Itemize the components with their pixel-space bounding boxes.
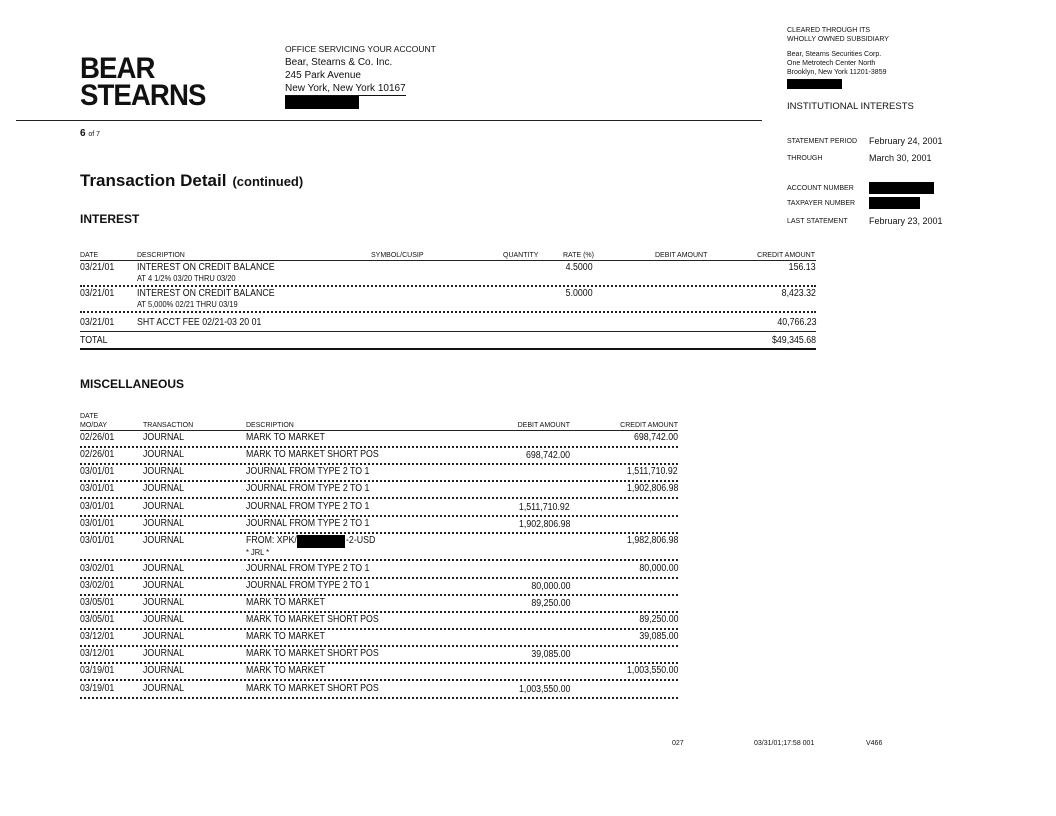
clearing-line-1: CLEARED THROUGH ITS [787, 27, 871, 34]
interest-header-date: DATE [80, 252, 99, 259]
footer-timestamp: 03/31/01;17:58 001 [754, 740, 815, 747]
misc-date: 03/01/01 [80, 518, 115, 529]
misc-description: JOURNAL FROM TYPE 2 TO 1 [246, 518, 370, 529]
misc-credit: 1,902,806.98 [626, 483, 678, 494]
interest-row-divider [80, 285, 816, 287]
misc-date: 03/19/01 [80, 665, 115, 676]
interest-heading: INTEREST [80, 212, 140, 226]
misc-row-divider [80, 559, 678, 561]
bear-stearns-logo [80, 52, 206, 112]
misc-date: 03/01/01 [80, 535, 115, 546]
institutional-label: INSTITUTIONAL INTERESTS [787, 101, 914, 112]
misc-row-divider [80, 628, 678, 630]
misc-row-divider [80, 679, 678, 681]
misc-credit: 1,511,710.92 [627, 466, 678, 477]
misc-transaction: JOURNAL [143, 535, 185, 546]
misc-date: 03/19/01 [80, 683, 115, 694]
misc-date: 03/02/01 [80, 580, 115, 591]
misc-date: 03/02/01 [80, 563, 115, 574]
page-number [80, 128, 100, 139]
misc-date: 03/12/01 [80, 648, 115, 659]
logo-line-1: BEAR [80, 52, 155, 85]
footer-code: 027 [672, 740, 684, 747]
misc-debit: 1,003,550.00 [518, 684, 570, 695]
misc-credit: 80,000.00 [638, 563, 678, 574]
statement-period-label: STATEMENT PERIOD [787, 138, 858, 145]
clearing-city: Brooklyn, New York 11201-3859 [787, 69, 887, 76]
clearing-info [787, 26, 889, 92]
interest-header-symbol: SYMBOL/CUSIP [371, 252, 424, 259]
page-title [80, 171, 303, 191]
misc-row-divider [80, 577, 678, 579]
redacted-block [285, 96, 359, 109]
misc-date: 02/26/01 [80, 449, 115, 460]
misc-transaction: JOURNAL [143, 683, 185, 694]
misc-row-divider [80, 463, 678, 465]
through-value: March 30, 2001 [869, 153, 932, 163]
misc-row-divider [80, 515, 678, 517]
misc-credit: 1,003,550.00 [626, 665, 678, 676]
office-street: 245 Park Avenue [285, 70, 361, 81]
misc-debit: 80,000.00 [530, 581, 570, 592]
misc-credit: 698,742.00 [633, 432, 678, 443]
redacted-block [787, 79, 842, 89]
last-statement-label: LAST STATEMENT [787, 218, 848, 225]
misc-description-tail: -2-USD [346, 535, 376, 546]
interest-description: INTEREST ON CREDIT BALANCE [137, 288, 275, 299]
interest-description: SHT ACCT FEE 02/21-03 20 01 [137, 317, 262, 328]
misc-debit: 89,250.00 [530, 598, 570, 609]
misc-description: JOURNAL FROM TYPE 2 TO 1 [246, 466, 370, 477]
misc-description: MARK TO MARKET [246, 631, 325, 642]
footer-version: V466 [866, 740, 883, 747]
redacted-block [297, 535, 345, 548]
clearing-line-2: WHOLLY OWNED SUBSIDIARY [787, 36, 889, 43]
interest-description-detail: AT 5,000% 02/21 THRU 03/19 [137, 299, 238, 309]
misc-transaction: JOURNAL [143, 483, 185, 494]
taxpayer-number-label: TAXPAYER NUMBER [787, 200, 856, 207]
interest-header-rate: RATE (%) [563, 252, 594, 259]
misc-header-debit: DEBIT AMOUNT [517, 422, 570, 429]
clearing-street: One Metrotech Center North [787, 60, 876, 67]
office-name: Bear, Stearns & Co. Inc. [285, 57, 393, 68]
misc-description: MARK TO MARKET [246, 665, 325, 676]
interest-credit: 40,766.23 [776, 317, 816, 328]
interest-row-divider [80, 331, 816, 332]
misc-description: MARK TO MARKET SHORT POS [246, 683, 379, 694]
account-number-label: ACCOUNT NUMBER [787, 185, 854, 192]
interest-header-rule [80, 260, 816, 261]
page-total: of 7 [88, 131, 101, 138]
interest-description-detail: AT 4 1/2% 03/20 THRU 03/20 [137, 273, 236, 283]
office-label: OFFICE SERVICING YOUR ACCOUNT [285, 44, 436, 54]
misc-debit: 39,085.00 [530, 649, 570, 660]
misc-transaction: JOURNAL [143, 580, 185, 591]
misc-row-divider [80, 645, 678, 647]
misc-description: FROM: XPK/ [246, 535, 297, 546]
header-divider [16, 120, 762, 121]
misc-date: 03/12/01 [80, 631, 115, 642]
interest-total-value: $49,345.68 [771, 335, 816, 346]
page-current: 6 [80, 128, 86, 139]
misc-date: 02/26/01 [80, 432, 115, 443]
misc-description: MARK TO MARKET SHORT POS [246, 648, 379, 659]
clearing-name: Bear, Stearns Securities Corp. [787, 51, 882, 58]
misc-row-divider [80, 611, 678, 613]
logo-line-2: STEARNS [80, 79, 206, 112]
misc-transaction: JOURNAL [143, 563, 185, 574]
misc-row-divider [80, 446, 678, 448]
statement-period-value: February 24, 2001 [869, 136, 943, 146]
title-main: Transaction Detail [80, 171, 227, 190]
misc-transaction: JOURNAL [143, 466, 185, 477]
misc-row-divider [80, 594, 678, 596]
misc-description-detail: * JRL * [246, 547, 270, 557]
misc-description: MARK TO MARKET SHORT POS [246, 614, 379, 625]
misc-debit: 1,511,710.92 [519, 502, 570, 513]
misc-description: JOURNAL FROM TYPE 2 TO 1 [246, 580, 370, 591]
misc-transaction: JOURNAL [143, 449, 185, 460]
misc-transaction: JOURNAL [143, 631, 185, 642]
misc-transaction: JOURNAL [143, 501, 185, 512]
misc-description: MARK TO MARKET SHORT POS [246, 449, 379, 460]
misc-header-date: DATE [80, 413, 99, 420]
misc-header-transaction: TRANSACTION [143, 422, 194, 429]
interest-total-rule [80, 348, 816, 350]
misc-description: JOURNAL FROM TYPE 2 TO 1 [246, 483, 370, 494]
misc-description: MARK TO MARKET [246, 432, 325, 443]
through-label: THROUGH [787, 155, 823, 162]
interest-rate: 5.0000 [566, 288, 593, 299]
misc-description: MARK TO MARKET [246, 597, 325, 608]
title-sub: (continued) [232, 174, 304, 189]
misc-transaction: JOURNAL [143, 518, 185, 529]
misc-transaction: JOURNAL [143, 665, 185, 676]
misc-header-credit: CREDIT AMOUNT [620, 422, 678, 429]
miscellaneous-heading: MISCELLANEOUS [80, 377, 185, 391]
last-statement-value: February 23, 2001 [869, 216, 943, 226]
misc-date: 03/05/01 [80, 597, 115, 608]
misc-header-rule [80, 430, 678, 431]
misc-header-description: DESCRIPTION [246, 422, 294, 429]
office-address [285, 43, 436, 113]
office-city: New York, New York 10167 [285, 83, 406, 94]
redacted-taxpayer-number [869, 197, 920, 209]
misc-date: 03/01/01 [80, 466, 115, 477]
misc-transaction: JOURNAL [143, 432, 185, 443]
misc-credit: 39,085.00 [638, 631, 678, 642]
redacted-account-number [869, 182, 934, 194]
interest-header-quantity: QUANTITY [503, 252, 539, 259]
interest-date: 03/21/01 [80, 288, 115, 299]
interest-header-description: DESCRIPTION [137, 252, 185, 259]
misc-row-divider [80, 480, 678, 482]
interest-header-debit: DEBIT AMOUNT [655, 252, 708, 259]
misc-credit: 89,250.00 [638, 614, 678, 625]
misc-row-divider [80, 662, 678, 664]
misc-row-divider [80, 697, 678, 699]
misc-debit: 698,742.00 [525, 450, 570, 461]
misc-transaction: JOURNAL [143, 648, 185, 659]
misc-header-moday: MO/DAY [80, 422, 108, 429]
misc-transaction: JOURNAL [143, 614, 185, 625]
interest-credit: 156.13 [789, 262, 816, 273]
misc-row-divider [80, 497, 678, 499]
interest-date: 03/21/01 [80, 262, 115, 273]
misc-description: JOURNAL FROM TYPE 2 TO 1 [246, 563, 370, 574]
misc-debit: 1,902,806.98 [518, 519, 570, 530]
misc-date: 03/01/01 [80, 501, 115, 512]
misc-transaction: JOURNAL [143, 597, 185, 608]
interest-credit: 8,423.32 [781, 288, 816, 299]
interest-row-divider [80, 311, 816, 313]
interest-description: INTEREST ON CREDIT BALANCE [137, 262, 275, 273]
misc-credit: 1,982,806.98 [626, 535, 678, 546]
misc-date: 03/05/01 [80, 614, 115, 625]
misc-description: JOURNAL FROM TYPE 2 TO 1 [246, 501, 370, 512]
misc-row-divider [80, 532, 678, 534]
interest-date: 03/21/01 [80, 317, 115, 328]
interest-total-label: TOTAL [80, 335, 108, 346]
interest-header-credit: CREDIT AMOUNT [757, 252, 815, 259]
interest-rate: 4.5000 [566, 262, 593, 273]
misc-date: 03/01/01 [80, 483, 115, 494]
